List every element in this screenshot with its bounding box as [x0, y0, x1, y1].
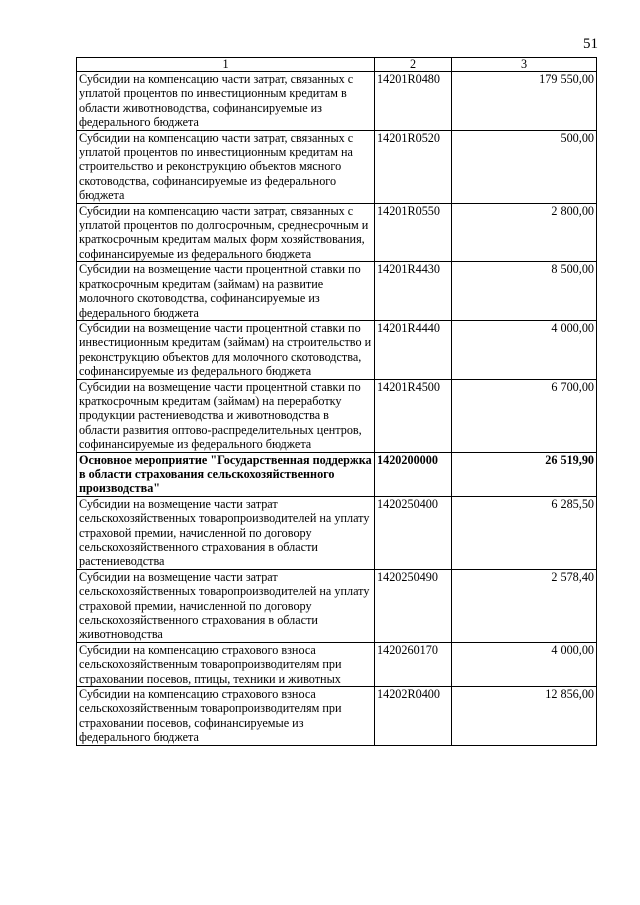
header-column-3: 3: [452, 58, 597, 72]
table-row: [77, 203, 597, 262]
table-header: [77, 58, 597, 72]
row-description: Субсидии на возмещение части затрат сельскохозяйственных товаропроизводителей на уплату страховой премии, начисленной по договору сельскохозяйственного страхования в области растениеводства: [77, 496, 375, 569]
header-column-2: 2: [375, 58, 452, 72]
row-code: 14201R4440: [375, 320, 452, 379]
table-row: [77, 379, 597, 452]
table-row: [77, 687, 597, 746]
row-amount: 2 578,40: [452, 569, 597, 642]
row-description: Субсидии на компенсацию части затрат, связанных с уплатой процентов по долгосрочным, среднесрочным и краткосрочным кредитам малых форм хозяйствования, софинансируемые из федерального бюджета: [77, 203, 375, 262]
row-code: 1420260170: [375, 642, 452, 686]
header-column-1: 1: [77, 58, 375, 72]
row-amount: 6 285,50: [452, 496, 597, 569]
row-description: Основное мероприятие "Государственная поддержка в области страхования сельскохозяйственного производства": [77, 452, 375, 496]
row-description: Субсидии на компенсацию части затрат, связанных с уплатой процентов по инвестиционным кредитам в области животноводства, софинансируемые из федерального бюджета: [77, 72, 375, 131]
row-code: 14201R0520: [375, 130, 452, 203]
row-amount: 6 700,00: [452, 379, 597, 452]
row-description: Субсидии на компенсацию части затрат, связанных с уплатой процентов по инвестиционным кредитам на строительство и реконструкцию объектов мясного скотоводства, софинансируемые из федерального бюджета: [77, 130, 375, 203]
row-description: Субсидии на возмещение части затрат сельскохозяйственных товаропроизводителей на уплату страховой премии, начисленной по договору сельскохозяйственного страхования в области животноводства: [77, 569, 375, 642]
header-row: [77, 58, 597, 72]
row-amount: 12 856,00: [452, 687, 597, 746]
row-amount: 8 500,00: [452, 262, 597, 321]
table-row: [77, 130, 597, 203]
row-description: Субсидии на компенсацию страхового взноса сельскохозяйственным товаропроизводителям при страховании посевов, птицы, техники и животных: [77, 642, 375, 686]
table-row-section: [77, 452, 597, 496]
row-amount: 4 000,00: [452, 320, 597, 379]
row-code: 1420200000: [375, 452, 452, 496]
row-code: 1420250400: [375, 496, 452, 569]
budget-table: [76, 57, 597, 746]
table-row: [77, 320, 597, 379]
row-description: Субсидии на возмещение части процентной ставки по краткосрочным кредитам (займам) на переработку продукции растениеводства и животноводства в области развития оптово-распределительных центров, софинансируемые из федерального бюджета: [77, 379, 375, 452]
row-amount: 179 550,00: [452, 72, 597, 131]
table-row: [77, 262, 597, 321]
row-code: 14201R0550: [375, 203, 452, 262]
page-number: 51: [583, 36, 598, 52]
row-code: 14202R0400: [375, 687, 452, 746]
table-row: [77, 496, 597, 569]
row-code: 1420250490: [375, 569, 452, 642]
table-row: [77, 569, 597, 642]
row-description: Субсидии на возмещение части процентной ставки по инвестиционным кредитам (займам) на строительство и реконструкцию объектов для молочного скотоводства, софинансируемые из федерального бюджета: [77, 320, 375, 379]
row-amount: 26 519,90: [452, 452, 597, 496]
row-description: Субсидии на компенсацию страхового взноса сельскохозяйственным товаропроизводителям при страховании посевов, софинансируемые из федерального бюджета: [77, 687, 375, 746]
row-description: Субсидии на возмещение части процентной ставки по краткосрочным кредитам (займам) на развитие молочного скотоводства, софинансируемые из федерального бюджета: [77, 262, 375, 321]
row-amount: 500,00: [452, 130, 597, 203]
row-amount: 4 000,00: [452, 642, 597, 686]
table-row: [77, 72, 597, 131]
row-code: 14201R4500: [375, 379, 452, 452]
row-code: 14201R0480: [375, 72, 452, 131]
table-body: [77, 72, 597, 746]
table-row: [77, 642, 597, 686]
row-code: 14201R4430: [375, 262, 452, 321]
row-amount: 2 800,00: [452, 203, 597, 262]
